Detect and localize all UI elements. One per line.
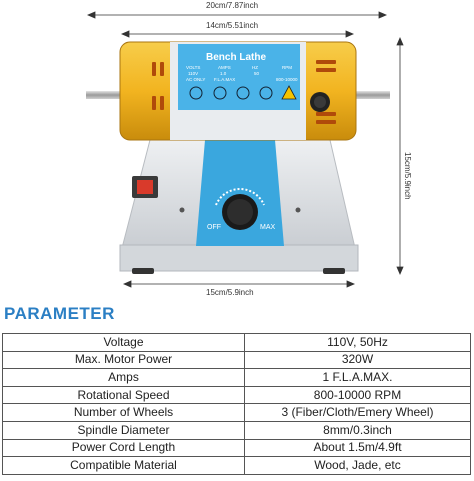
spec-value: About 1.5m/4.9ft [245, 439, 471, 457]
spec-label: Number of Wheels [3, 404, 245, 422]
overall-width-label: 20cm/7.87inch [206, 1, 259, 10]
table-row [3, 386, 471, 404]
table-row [3, 351, 471, 369]
label-sub-amps: F.L.A.MAX [214, 77, 236, 82]
label-header-rpm: RPM [282, 65, 292, 70]
table-row [3, 334, 471, 352]
label-header-amps: AMPS [218, 65, 231, 70]
label-header-volts: VOLTS [186, 65, 201, 70]
table-row [3, 404, 471, 422]
spec-label: Spindle Diameter [3, 421, 245, 439]
spec-value: 3 (Fiber/Cloth/Emery Wheel) [245, 404, 471, 422]
spec-value: Wood, Jade, etc [245, 457, 471, 475]
label-sub-volts: AC ONLY [186, 77, 206, 82]
label-value-rpm: 800-10000 [276, 77, 298, 82]
spec-label: Power Cord Length [3, 439, 245, 457]
switch-off-label: OFF [207, 224, 221, 231]
parameter-table [2, 333, 471, 475]
spec-value: 1 F.L.A.MAX. [245, 369, 471, 387]
spec-value: 8mm/0.3inch [245, 421, 471, 439]
table-row [3, 421, 471, 439]
label-title: Bench Lathe [206, 52, 267, 63]
motor-width-label: 14cm/5.51inch [206, 21, 259, 30]
table-row [3, 457, 471, 475]
lathe-base [120, 140, 358, 274]
base-width-label: 15cm/5.9inch [206, 288, 254, 297]
table-row [3, 369, 471, 387]
spec-value: 320W [245, 351, 471, 369]
label-header-hz: HZ [252, 65, 258, 70]
table-row [3, 439, 471, 457]
spec-label: Amps [3, 369, 245, 387]
label-value-amps: 1.0 [220, 71, 227, 76]
spec-value: 800-10000 RPM [245, 386, 471, 404]
spec-value: 110V, 50Hz [245, 334, 471, 352]
label-value-volts: 110V [188, 71, 199, 76]
label-value-hz: 50 [254, 71, 260, 76]
spec-label: Rotational Speed [3, 386, 245, 404]
height-label: 15cm/5.9inch [403, 152, 412, 200]
spec-label: Voltage [3, 334, 245, 352]
parameter-title: PARAMETER [4, 304, 115, 323]
spec-label: Max. Motor Power [3, 351, 245, 369]
spec-label: Compatible Material [3, 457, 245, 475]
switch-max-label: MAX [260, 224, 276, 231]
